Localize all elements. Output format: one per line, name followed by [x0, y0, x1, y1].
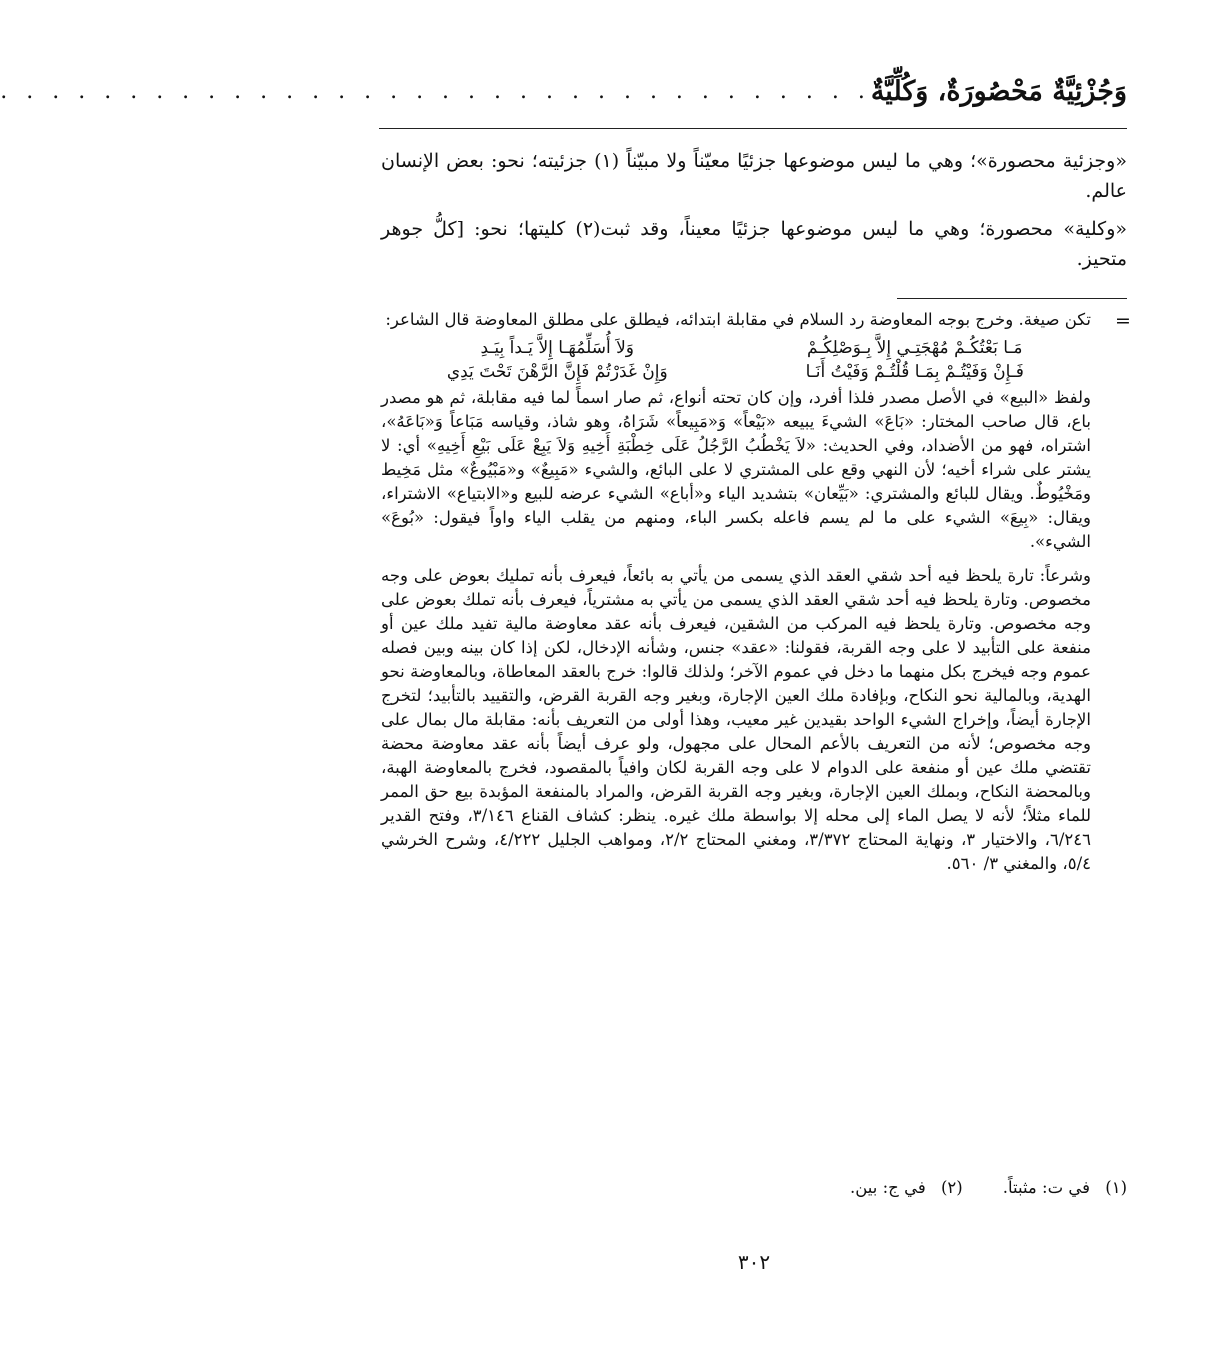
footnote-rule — [897, 298, 1127, 299]
page-number: ٣٠٢ — [737, 1250, 771, 1274]
footnote-paragraph: وشرعاً: تارة يلحظ فيه أحد شقي العقد الذي يسمى من يأتي به بائعاً، فيعرف بأنه تمليك بعوض على وجه مخصوص. وتارة يلحظ فيه أحد شقي العقد الذي يسمى من يأتي به مشترياً، فيعرف بأنه تملك بعوض على وجه مخصوص. وتارة يلحظ فيه المركب من الشقين، فيعرف بأنه عقد معاوضة مالية تفيد ملك عين أو منفعة على التأبيد لا على وجه القربة، فقولنا: «عقد» جنس، وشأنه الإدخال، لكن إذا كان بينه وبين فصله عموم وجه فيخرج بكل منهما ما دخل في عموم الآخر؛ ولذلك قالوا: خرج بالعقد المعاطاة، وبالمعاوضة نحو الهدية، وبالمالية نحو النكاح، وبإفادة ملك العين الإجارة، وبغير وجه القربة القرض، والتقييد بالتأبيد؛ لتخرج الإجارة أيضاً، وإخراج الشيء الواحد بقيدين غير معيب، وهذا أولى من التعريف بأنه: مقابلة مال بمال على وجه مخصوص؛ لأنه من التعريف بالأعم المحال على مجهول، ولو عرف أيضاً بأنه عقد معاوضة محضة تقتضي ملك عين أو منفعة على الدوام لا على وجه القربة لكان وافياً بالمقصود، فخرج بالمعاوضة الهبة، وبالمحضة النكاح، وبملك العين الإجارة، وبغير وجه القربة القرض، والمراد بالمنفعة المؤبدة بيع حق الممر للماء مثلاً؛ لأنه لا يصل الماء إلى محله إلا بواسطة ملك غيره. ينظر: كشاف القناع ٣/١٤٦، وفتح القدير ٦/٢٤٦، والاختيار ٣، ونهاية المحتاج ٣/٣٧٢، ومغني المحتاج ٢/٢، ومواهب الجليل ٤/٢٢٢، وشرح الخرشي ٥/٤، والمغني ٣/ ٥٦٠. — [381, 566, 1092, 873]
footnote-reference — [850, 1176, 963, 1200]
poem-verse — [405, 336, 1067, 360]
footnote-text: في ج: بين. — [850, 1178, 926, 1197]
poem-verse — [405, 360, 1067, 384]
footnote-continuation-mark: = — [1115, 310, 1131, 332]
footnote-references — [381, 1176, 1127, 1200]
footnote-reference — [1003, 1176, 1127, 1200]
footnote-number: (١) — [1105, 1178, 1127, 1197]
running-header — [0, 72, 1127, 112]
footnote-text: في ت: مثبتاً. — [1002, 1178, 1090, 1197]
poem-hemistich: وَلاَ أُسَلِّمُهَـا إِلاَّ يَـداً بِيَـدِ — [480, 338, 634, 358]
poem-hemistich: فَـإِنْ وَفَيْتُـمْ بِمَـا قُلْتُـمْ وَفَيْتُ أَنَـا — [805, 362, 1024, 382]
header-rule — [379, 128, 1127, 129]
poem-hemistich: مَـا بَعْتُكُـمْ مُهْجَتِـي إِلاَّ بِـوَصْلِكُـمْ — [807, 338, 1023, 358]
header-title: وَجُزْئِيَّةٌ مَحْصُورَةٌ، وَكُلِّيَّةٌ — [870, 76, 1127, 107]
main-paragraph: «وجزئية محصورة»؛ وهي ما ليس موضوعها جزئيًا معيّناً ولا مبيّناً (١) جزئيته؛ نحو: بعض الإنسان عالم. — [381, 150, 1127, 202]
main-text — [381, 146, 1127, 282]
poem — [405, 336, 1067, 384]
main-paragraph: «وكلية» محصورة؛ وهي ما ليس موضوعها جزئيًا معيناً، وقد ثبت(٢) كليتها؛ نحو: [كلُّ جوهر متحيز. — [381, 218, 1127, 270]
footnote-paragraph: ولفظ «البيع» في الأصل مصدر فلذا أفرد، وإن كان تحته أنواع، ثم صار اسماً لما فيه مقابلة، ثم هو مصدر باع، قال صاحب المختار: «بَاعَ» الشيءَ يبيعه «بَيْعاً» وَ«مَبِيعاً» شَرَاهُ، وهو شاذ، وقياسه مَبَاعاً وَ«بَاعَهُ»، اشتراه، فهو من الأضداد، وفي الحديث: «لاَ يَخْطُبُ الرَّجُلُ عَلَى خِطْبَةِ أَخِيهِ وَلاَ يَبِعْ عَلَى بَيْعِ أَخِيهِ» أي: لا يشتر على شراء أخيه؛ لأن النهي وقع على المشتري لا على البائع، والشيء «مَبِيعٌ» و«مَبْيُوعٌ» مثل مَخِيط ومَخْيُوطٌ. ويقال للبائع والمشتري: «بَيِّعان» بتشديد الياء و«أباع» الشيء عرضه للبيع و«الابتياع» الاشتراء، ويقال: «بِيعَ» الشيء على ما لم يسم فاعله بكسر الباء، ومنهم من يقلب الياء واواً فيقول: «بُوعَ» الشيء». — [381, 388, 1091, 551]
poem-hemistich: وَإِنْ غَدَرْتُمْ فَإِنَّ الرَّهْنَ تَحْتَ يَدِي — [446, 362, 668, 382]
header-leader-dots: . . . . . . . . . . . . . . . . . . . . . . . . . . . . . . . . . . — [0, 79, 871, 104]
footnote-number: (٢) — [940, 1178, 963, 1197]
footnote-intro: تكن صيغة. وخرج بوجه المعاوضة رد السلام في مقابلة ابتدائه، فيطلق على مطلق المعاوضة قال الشاعر: — [385, 310, 1091, 329]
footnotes — [381, 308, 1091, 876]
